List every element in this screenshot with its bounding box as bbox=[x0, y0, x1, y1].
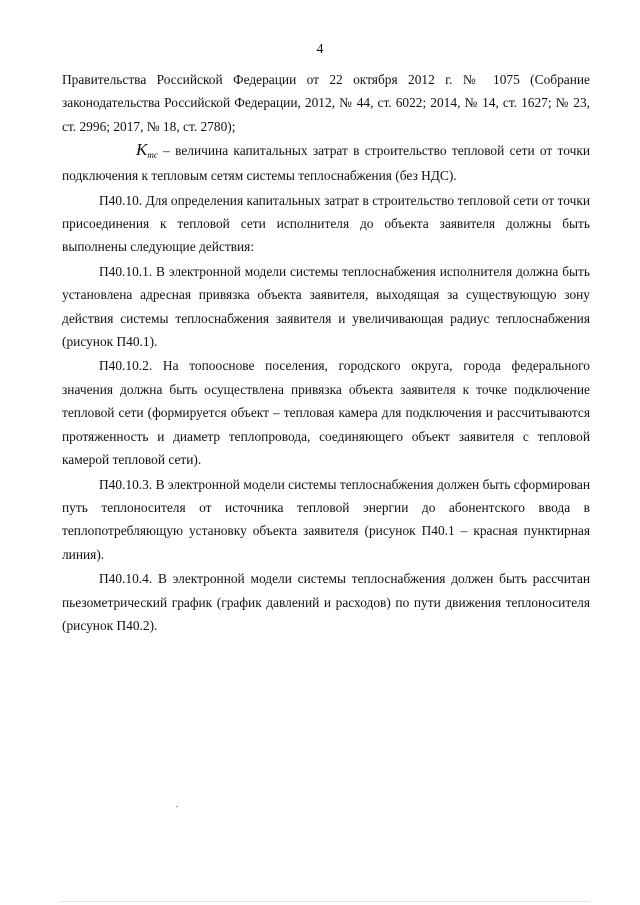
page-number: 4 bbox=[316, 42, 324, 57]
scan-bottom-edge bbox=[60, 901, 590, 902]
paragraph-p40-10-2: П40.10.2. На топооснове поселения, городского округа, города федерального значения должна быть осуществлена привязка объекта заявителя к точке подключение тепловой сети (формируется объект – тепловая камера для подключения и рассчитываются протяженность и диаметр теплопровода, соединяющего объект заявителя с тепловой камерой тепловой сети). bbox=[62, 358, 590, 468]
paragraph-p40-10-4: П40.10.4. В электронной модели системы теплоснабжения должен быть рассчитан пьезометрический график (график давлений и расходов) по пути движения теплоносителя (рисунок П40.2). bbox=[62, 571, 590, 633]
document-body bbox=[62, 68, 590, 637]
ktc-definition-text: – величина капитальных затрат в строительство тепловой сети от точки подключения к тепловым сетям системы теплоснабжения (без НДС). bbox=[62, 143, 590, 184]
paragraph-p40-10-3: П40.10.3. В электронной модели системы теплоснабжения должен быть сформирован путь теплоносителя от источника тепловой энергии до абонентского ввода в теплопотребляющую установку объекта заявителя (рисунок П40.1 – красная пунктирная линия). bbox=[62, 476, 590, 562]
scan-speck bbox=[176, 806, 178, 807]
ktc-symbol bbox=[99, 141, 158, 164]
paragraph-p40-10: П40.10. Для определения капитальных затрат в строительство тепловой сети от точки присоединения к тепловой сети исполнителя до объекта заявителя должны быть выполнены следующие действия: bbox=[62, 192, 590, 255]
ktc-symbol-main: K bbox=[136, 140, 148, 160]
paragraph-p40-10-1: П40.10.1. В электронной модели системы теплоснабжения исполнителя должна быть установлена адресная привязка объекта заявителя, выходящая за существующую зону действия системы теплоснабжения заявителя и увеличивающая радиус теплоснабжения (рисунок П40.1). bbox=[62, 263, 590, 350]
paragraph-continuation: Правительства Российской Федерации от 22 октября 2012 г. № 1075 (Собрание законодательства Российской Федерации, 2012, № 44, ст. 6022; 2014, № 14, ст. 1627; № 23, ст. 2996; 2017, № 18, ст. 2780); bbox=[62, 72, 590, 134]
ktc-symbol-subscript: тс bbox=[147, 150, 158, 161]
paragraph-ktc-definition bbox=[62, 139, 590, 187]
